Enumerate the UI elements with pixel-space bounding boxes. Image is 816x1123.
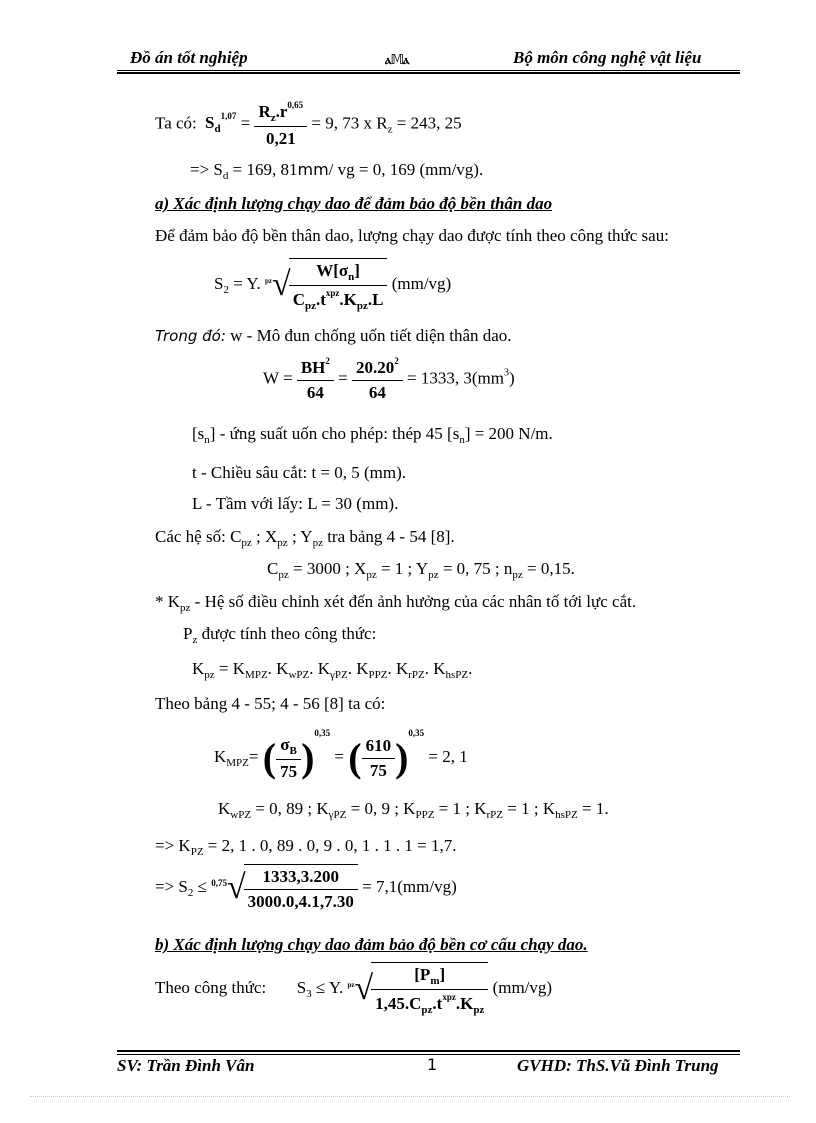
kf-s0: pz: [204, 669, 215, 681]
kv-s1: wPZ: [230, 809, 252, 821]
k-f1-num: σ: [280, 734, 290, 754]
kv-s3: PPZ: [415, 809, 435, 821]
section-b-heading: b) Xác định lượng chạy dao đảm bảo độ bền cơ cấu chạy dao.: [155, 935, 588, 954]
coef-values: [267, 559, 575, 581]
coef-s2: pz: [277, 537, 288, 549]
k-rhs: = 2, 1: [428, 747, 468, 766]
s2b-b: ≤: [193, 876, 207, 896]
equation-s3: [155, 962, 552, 1016]
s2-lhs: S: [214, 273, 224, 293]
eq1-lead: Ta có:: [155, 113, 197, 133]
coef-line: [155, 527, 455, 549]
kr-a: => K: [155, 836, 191, 855]
s3-num-sub: m: [430, 975, 440, 987]
eq1-rhs: = 9, 73 x R: [311, 113, 388, 133]
eq2-a: => S: [190, 160, 223, 179]
eq1-lhs-sub: d: [214, 123, 221, 136]
theo-bang-line: Theo bảng 4 - 55; 4 - 56 [8] ta có:: [155, 694, 386, 713]
s2b-num: 1333,3.200: [244, 867, 358, 890]
sigma-a: [s: [192, 424, 205, 443]
kpz-result-line: [155, 836, 456, 858]
s2-lhs-sub: 2: [223, 283, 229, 296]
eq1-lhs: S: [205, 113, 215, 133]
kv-f: = 1.: [577, 799, 609, 818]
sigma-line: [192, 424, 553, 446]
s2b-radical-index: 0,75: [211, 877, 227, 888]
equation-s2-result: [155, 864, 457, 912]
trong-do-label: Trong đó:: [155, 327, 226, 345]
s2-den-sub2: pz: [356, 300, 368, 312]
eq2-b: = 169, 81: [228, 160, 298, 179]
k-fraction-1: [276, 735, 301, 782]
header-logo: [385, 51, 409, 69]
w-lhs: W =: [263, 368, 293, 388]
s2-den-b: .t: [315, 290, 326, 309]
w-fraction-2: [352, 356, 403, 403]
eq1-num-r: .r: [275, 102, 288, 121]
s2-den-sub1: pz: [304, 300, 316, 312]
kf-e: . K: [347, 659, 369, 678]
coef-d: tra bảng 4 - 54 [8].: [322, 527, 455, 546]
kr-b: = 2, 1 . 0, 89 . 0, 9 . 0, 1 . 1 . 1 = 1,7.: [203, 836, 457, 855]
equation-sd: Ta có: $S_d^{1,07}$ = $\frac{R_z.r^{0,65}}{0,21}$ = 9, 73 x $R_z = 243$, 25: [155, 100, 462, 148]
w-f1-den: 64: [306, 383, 324, 402]
kv-s5: hsPZ: [555, 809, 578, 821]
k-fraction-2: [362, 736, 396, 781]
trong-do-text: w - Mô đun chống uốn tiết diện thân dao.: [225, 326, 512, 345]
kv-c: = 0, 9 ; K: [346, 799, 416, 818]
s2b-s1: 2: [187, 886, 194, 899]
sigma-b: ] - ứng suất uốn cho phép: thép 45 [s: [209, 424, 460, 443]
cv-b: = 3000 ; X: [288, 559, 367, 578]
equation-w: [263, 356, 515, 403]
kv-e: = 1 ; K: [503, 799, 556, 818]
s3-lhs: S: [296, 977, 307, 997]
kf-s1: MPZ: [245, 669, 268, 681]
k-lhs: K: [214, 747, 227, 766]
bottom-dotted-edge: [30, 1096, 790, 1097]
kf-s4: PPZ: [368, 669, 388, 681]
kr-s1: PZ: [190, 846, 204, 858]
eq2-c: / vg = 0, 169 (mm/vg).: [328, 160, 484, 179]
kv-a: K: [218, 799, 231, 818]
kpz-formula: [192, 659, 472, 681]
eq1-num-sub: z: [270, 112, 276, 124]
eq1-fraction: [254, 100, 307, 149]
w-eq: =: [338, 368, 348, 388]
s3-fraction: [371, 965, 488, 1016]
pz-a: P: [183, 624, 193, 643]
w-f2-den: 64: [368, 383, 386, 402]
k-f1-den: 75: [280, 761, 298, 781]
s2-unit: (mm/vg): [391, 273, 452, 293]
s2-num: W[σ: [316, 261, 349, 280]
w-f2-num: 20.20: [355, 358, 395, 377]
footer-rule-thick: [117, 1050, 740, 1052]
k-sup-2: 0,35: [408, 728, 425, 738]
kf-b: = K: [214, 659, 246, 678]
sigma-c: ] = 200 N/m.: [464, 424, 553, 443]
k-values-line: [218, 799, 609, 821]
trong-do-line: [155, 326, 512, 346]
cv-d: = 0, 75 ; n: [438, 559, 513, 578]
kv-b: = 0, 89 ; K: [251, 799, 329, 818]
kf-s2: wPZ: [288, 669, 310, 681]
s2-den-sup: xpz: [325, 288, 340, 298]
kpz-a: * K: [155, 592, 181, 611]
s2-radical: $^{pz}$√ $\frac{W[\sigma_n]}{C_{pz}.t^{xpz}.K_{pz}.L}$: [265, 258, 387, 312]
kv-s4: rPZ: [486, 809, 504, 821]
header-right: Bộ môn công nghệ vật liệu: [513, 48, 702, 67]
s3-den-sub1: pz: [421, 1004, 433, 1016]
pz-s1: z: [192, 634, 198, 646]
kf-d: . K: [309, 659, 331, 678]
s2b-fraction: [244, 867, 358, 912]
s2-den-a: C: [292, 290, 305, 309]
s2-radical-index: pz: [265, 276, 273, 285]
cv-a: C: [267, 559, 279, 578]
header-left: Đồ án tốt nghiệp: [130, 48, 248, 67]
cv-c: = 1 ; Y: [376, 559, 429, 578]
s2-fraction: [289, 261, 388, 312]
eq1-rhs-tail: = 243, 25: [392, 113, 462, 133]
w-rhs-sup: 3: [503, 367, 509, 379]
equation-s2: [214, 258, 451, 312]
k-lhs-sub: MPZ: [226, 757, 249, 769]
coef-c: ; Y: [287, 527, 313, 546]
s2b-den: 3000.0,4.1,7.30: [247, 892, 354, 911]
cv-s2: pz: [366, 569, 377, 581]
header-rule-thin: [117, 70, 740, 71]
s3-lhs-sub: 3: [306, 987, 312, 1000]
w-f1-num: BH: [300, 358, 326, 377]
w-rhs: = 1333, 3(mm: [406, 368, 504, 388]
sigma-b-sub: n: [459, 434, 465, 446]
k-f1-num-sub: B: [289, 744, 297, 757]
cv-e: = 0,15.: [522, 559, 575, 578]
s2b-rhs: = 7,1(mm/vg): [362, 876, 457, 896]
k-f2-num: 610: [362, 736, 396, 759]
t-line: t - Chiều sâu cắt: t = 0, 5 (mm).: [192, 463, 407, 482]
sigma-a-sub: n: [204, 434, 210, 446]
eq1-den: 0,21: [265, 129, 296, 148]
kf-a: K: [192, 659, 205, 678]
kf-c: . K: [267, 659, 289, 678]
s3-den-sub2: pz: [473, 1004, 485, 1016]
k-eq: =: [248, 747, 259, 766]
cv-s4: pz: [512, 569, 523, 581]
s2b-a: => S: [155, 876, 188, 896]
s3-num-close: ]: [439, 965, 446, 984]
equation-sd-result: [190, 160, 483, 182]
coef-b: ; X: [251, 527, 278, 546]
eq1-rhs-sub: z: [387, 123, 393, 136]
footer-left: SV: Trần Đình Vân: [117, 1056, 255, 1075]
kf-g: . K: [424, 659, 446, 678]
s2-eq: = Y.: [228, 273, 261, 293]
cv-s3: pz: [428, 569, 439, 581]
paragraph-a: Để đảm bảo độ bền thân dao, lượng chạy dao được tính theo công thức sau:: [155, 226, 669, 245]
s3-radical-index: pz: [347, 980, 355, 989]
s3-num: [P: [414, 965, 431, 984]
kf-h: .: [468, 659, 473, 678]
kpz-s1: pz: [180, 602, 191, 614]
s3-radical: $^{pz}$√ $\frac{[P_m]}{1,45.C_{pz}.t^{xpz}.K_{pz}}$: [347, 962, 488, 1016]
w-rhs-close: ): [508, 368, 515, 388]
s2-num-close: ]: [354, 261, 360, 280]
s3-unit: (mm/vg): [492, 977, 553, 997]
pz-b: được tính theo công thức:: [197, 624, 377, 643]
coef-s3: pz: [312, 537, 323, 549]
section-a-heading: a) Xác định lượng chạy dao để đảm bảo độ bền thân dao: [155, 194, 553, 213]
k-eq2: =: [334, 747, 344, 766]
s3-eq: ≤ Y.: [311, 977, 344, 997]
w-f1-sup: 2: [325, 356, 330, 366]
w-f2-sup: 2: [394, 356, 399, 366]
logo-ornament: ⲁ𝕄ⲁ: [385, 53, 409, 68]
k-sup-1: 0,35: [314, 728, 331, 738]
equation-kmpz: $K_{MPZ}=$ ( $\frac{\sigma_B}{75}$ )$^{0,35}$ = ( $\frac{610}{75}$ )$^{0,35}$ = 2, 1: [214, 728, 468, 781]
footer-right: GVHD: ThS.Vũ Đình Trung: [517, 1056, 719, 1075]
s3-den-a: 1,45.C: [375, 994, 422, 1013]
L-line: L - Tầm với lấy: L = 30 (mm).: [192, 494, 399, 513]
s3-lead: Theo công thức:: [155, 977, 267, 997]
kf-s5: rPZ: [408, 669, 425, 681]
kf-s3: γPZ: [330, 669, 348, 681]
s3-den-b: .t: [432, 994, 443, 1013]
coef-s1: pz: [241, 537, 252, 549]
header-rule-thick: [117, 72, 740, 74]
kv-d: = 1 ; K: [434, 799, 487, 818]
kpz-b: - Hệ số điều chỉnh xét đến ảnh hưởng của các nhân tố tới lực cắt.: [190, 592, 637, 611]
footer-page-number: 1: [427, 1055, 438, 1074]
eq1-num-sup: 0,65: [287, 100, 304, 110]
coef-a: Các hệ số: C: [155, 527, 242, 546]
kf-f: . K: [387, 659, 409, 678]
w-fraction-1: [297, 356, 334, 403]
s2-den-d: .L: [367, 290, 384, 309]
kf-s6: hsPZ: [445, 669, 469, 681]
eq2-sub: d: [222, 170, 229, 182]
s2-den-c: .K: [339, 290, 357, 309]
pz-line: [183, 624, 376, 646]
cv-s1: pz: [278, 569, 289, 581]
s3-den-sup: xpz: [442, 992, 456, 1002]
kpz-line: [155, 592, 636, 614]
eq1-lhs-sup: 1,07: [220, 111, 237, 122]
eq2-mm: mm: [297, 160, 329, 179]
s2b-radical: $^{0,75}$√ $\frac{1333,3.200}{3000.0,4.1,7.30}$: [211, 864, 358, 912]
kv-s2: γPZ: [328, 809, 347, 821]
s3-den-c: .K: [455, 994, 474, 1013]
eq1-num: R: [258, 102, 271, 121]
s2-num-sub: n: [348, 271, 355, 283]
k-f2-den: 75: [369, 760, 387, 780]
